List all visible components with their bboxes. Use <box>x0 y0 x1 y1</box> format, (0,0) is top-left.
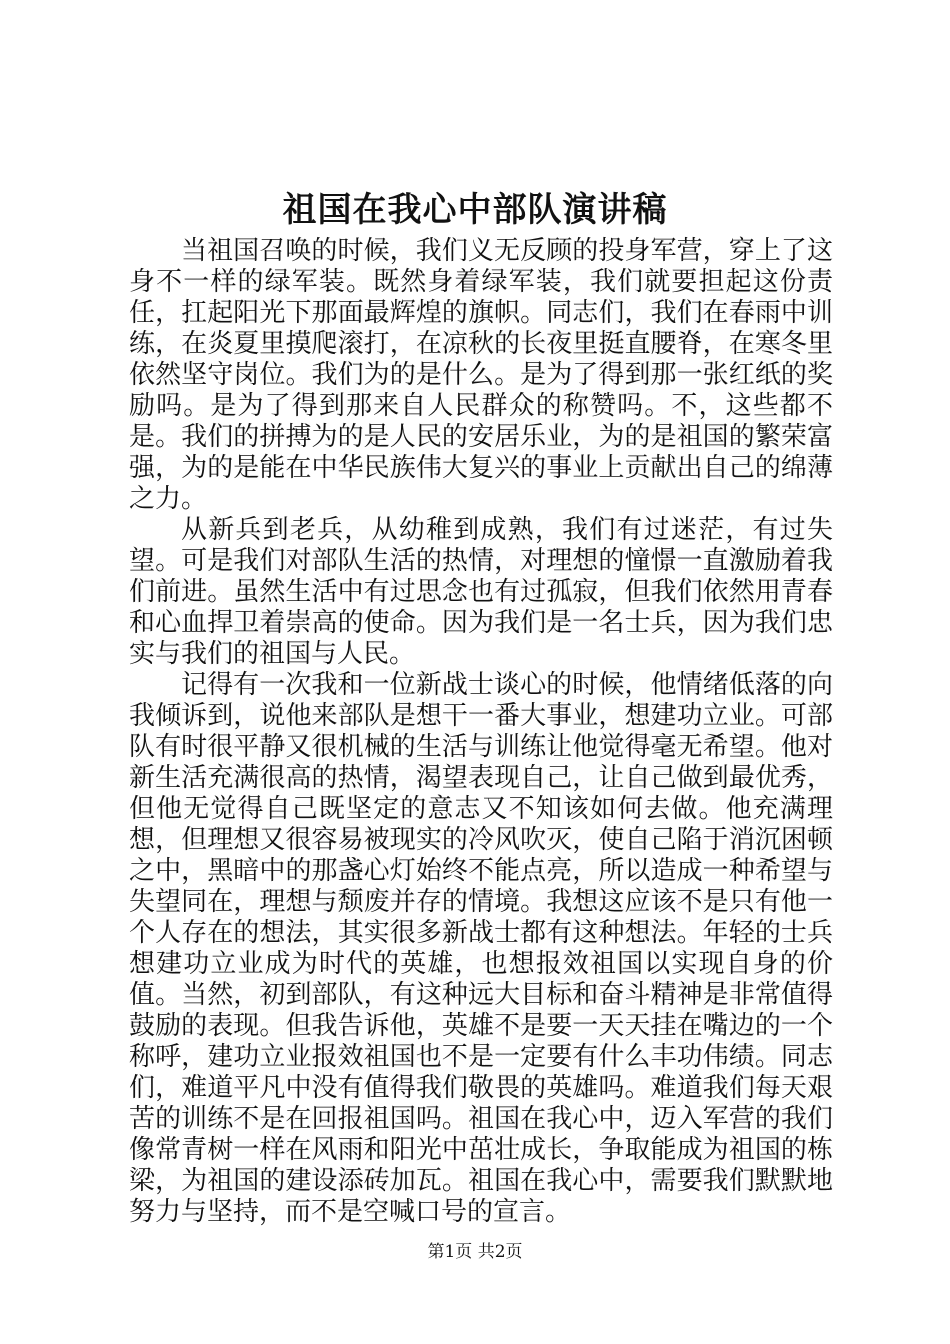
paragraph-3: 记得有一次我和一位新战士谈心的时候，他情绪低落的向我倾诉到，说他来部队是想干一番大事业，想建功立业。可部队有时很平静又很机械的生活与训练让他觉得毫无希望。他对新生活充满很高的热情，渴望表现自己，让自己做到最优秀，但他无觉得自己既坚定的意志又不知该如何去做。他充满理想，但理想又很容易被现实的冷风吹灭，使自己陷于消沉困顿之中，黑暗中的那盏心灯始终不能点亮，所以造成一种希望与失望同在，理想与颓废并存的情境。我想这应该不是只有他一个人存在的想法，其实很多新战士都有这种想法。年轻的士兵想建功立业成为时代的英雄，也想报效祖国以实现自身的价值。当然，初到部队，有这种远大目标和奋斗精神是非常值得鼓励的表现。但我告诉他，英雄不是要一天天挂在嘴边的一个称呼，建功立业报效祖国也不是一定要有什么丰功伟绩。同志们，难道平凡中没有值得我们敬畏的英雄吗。难道我们每天艰苦的训练不是在回报祖国吗。祖国在我心中，迈入军营的我们像常青树一样在风雨和阳光中茁壮成长，争取能成为祖国的栋梁，为祖国的建设添砖加瓦。祖国在我心中，需要我们默默地努力与坚持，而不是空喊口号的宣言。 <box>129 670 833 1227</box>
document-body <box>129 236 833 1228</box>
page-footer: 第1页 共2页 <box>427 1242 523 1262</box>
document-title: 祖国在我心中部队演讲稿 <box>282 190 668 230</box>
paragraph-1: 当祖国召唤的时候，我们义无反顾的投身军营，穿上了这身不一样的绿军装。既然身着绿军装，我们就要担起这份责任，扛起阳光下那面最辉煌的旗帜。同志们，我们在春雨中训练，在炎夏里摸爬滚打，在凉秋的长夜里挺直腰脊，在寒冬里依然坚守岗位。我们为的是什么。是为了得到那一张红纸的奖励吗。是为了得到那来自人民群众的称赞吗。不，这些都不是。我们的拼搏为的是人民的安居乐业，为的是祖国的繁荣富强，为的是能在中华民族伟大复兴的事业上贡献出自己的绵薄之力。 <box>129 236 833 514</box>
paragraph-2: 从新兵到老兵，从幼稚到成熟，我们有过迷茫，有过失望。可是我们对部队生活的热情，对理想的憧憬一直激励着我们前进。虽然生活中有过思念也有过孤寂，但我们依然用青春和心血捍卫着崇高的使命。因为我们是一名士兵，因为我们忠实与我们的祖国与人民。 <box>129 515 833 669</box>
